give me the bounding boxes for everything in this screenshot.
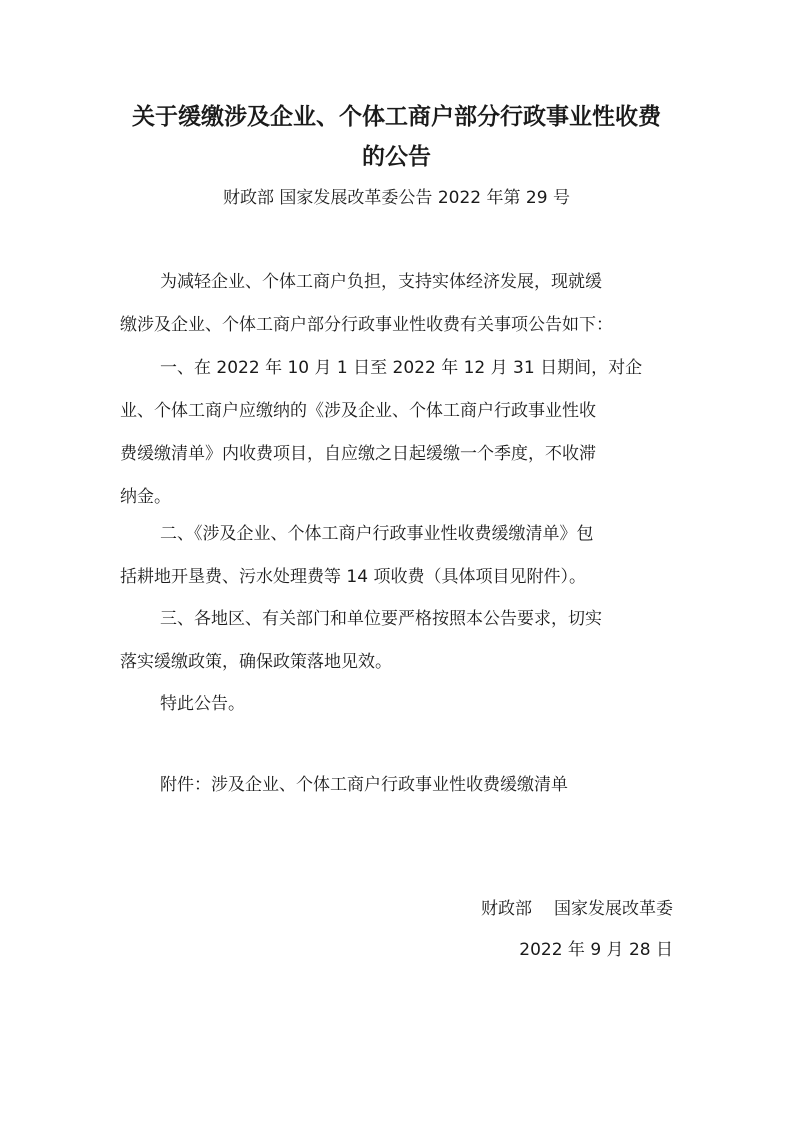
signature-org-2: 国家发展改革委 (554, 899, 673, 919)
item1-line-4: 纳金。 (120, 487, 171, 507)
document-title-line-2: 的公告 (362, 143, 431, 170)
item3-line-2: 落实缓缴政策，确保政策落地见效。 (120, 652, 392, 672)
item1-line-2: 业、个体工商户应缴纳的《涉及企业、个体工商户行政事业性收 (120, 401, 596, 421)
intro-line-1: 为减轻企业、个体工商户负担，支持实体经济发展，现就缓 (160, 272, 602, 292)
item3-line-1: 三、各地区、有关部门和单位要严格按照本公告要求，切实 (160, 609, 602, 629)
item2-line-1: 二、《涉及企业、个体工商户行政事业性收费缓缴清单》包 (160, 524, 594, 544)
item1-line-1: 一、在 2022 年 10 月 1 日至 2022 年 12 月 31 日期间，对企 (160, 358, 643, 378)
item1-line-3: 费缓缴清单》内收费项目，自应缴之日起缓缴一个季度，不收滞 (120, 444, 596, 464)
signature-organizations (481, 897, 673, 921)
document-title-line-1: 关于缓缴涉及企业、个体工商户部分行政事业性收费 (132, 103, 661, 130)
intro-line-2: 缴涉及企业、个体工商户部分行政事业性收费有关事项公告如下： (120, 315, 613, 335)
signature-date: 2022 年 9 月 28 日 (519, 940, 673, 960)
closing-line: 特此公告。 (160, 694, 245, 714)
signature-org-1: 财政部 (481, 899, 532, 919)
item2-line-2: 括耕地开垦费、污水处理费等 14 项收费（具体项目见附件）。 (120, 567, 586, 587)
document-number: 财政部 国家发展改革委公告 2022 年第 29 号 (223, 188, 570, 208)
attachment-line: 附件：涉及企业、个体工商户行政事业性收费缓缴清单 (160, 775, 568, 795)
